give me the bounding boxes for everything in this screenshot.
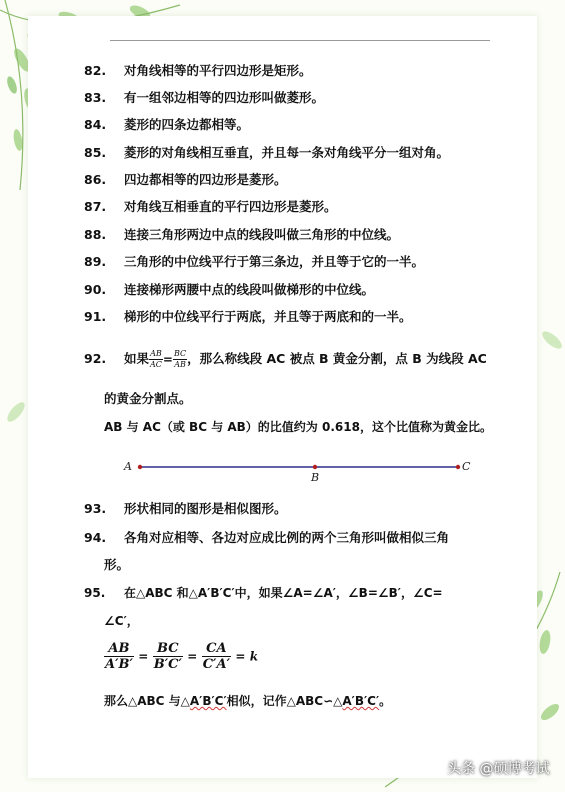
point-b	[313, 465, 317, 469]
list-item: 91. 梯形的中位线平行于两底，并且等于两底和的一半。	[84, 309, 412, 324]
label-b: B	[311, 471, 320, 484]
label-a: A	[124, 460, 132, 473]
list-item: 90. 连接梯形两腰中点的线段叫做梯形的中位线。	[84, 282, 375, 297]
list-item-continuation: 形。	[104, 557, 130, 572]
list-item: 82. 对角线相等的平行四边形是矩形。	[84, 63, 312, 78]
fraction-ab: $\frac{AB}{A'B'}$	[105, 641, 133, 672]
list-item: 89. 三角形的中位线平行于第三条边，并且等于它的一半。	[84, 254, 425, 269]
fraction-ca: $\frac{CA}{C'A'}$	[202, 641, 230, 672]
list-item: 94. 各角对应相等、各边对应成比例的两个三角形叫做相似三角	[84, 530, 450, 545]
list-item: 84. 菱形的四条边都相等。	[84, 117, 250, 132]
label-c: C	[462, 460, 471, 473]
list-item: 88. 连接三角形两边中点的线段叫做三角形的中位线。	[84, 227, 400, 242]
list-item-continuation: ∠C′，	[104, 614, 139, 628]
fraction-bc-ab: $\frac{BC}{AB}$	[173, 349, 187, 369]
list-item: 87. 对角线互相垂直的平行四边形是菱形。	[84, 199, 337, 214]
fraction-ab-ac: $\frac{AB}{AC}$	[150, 349, 162, 369]
list-item-golden-ratio: 92. 如果 $\frac{AB}{AC}$ = $\frac{BC}{AB}$ ，那么称线段 AC 被点 B 黄金分割，点 B 为线段 AC	[84, 349, 487, 369]
header-rule	[110, 40, 490, 41]
list-item: 83. 有一组邻边相等的四边形叫做菱形。	[84, 90, 325, 105]
golden-section-segment	[130, 455, 510, 485]
fraction-bc: $\frac{BC}{B'C'}$	[153, 641, 182, 672]
point-c	[456, 465, 460, 469]
leaf-decoration-side-right	[538, 320, 565, 360]
point-a	[138, 465, 142, 469]
list-item: 85. 菱形的对角线相互垂直，并且每一条对角线平分一组对角。	[84, 145, 450, 160]
similarity-conclusion: 那么△ABC 与△A′B′C′相似，记作△ABC∽△A′B′C′。	[104, 694, 392, 708]
ratio-equation: $\frac{AB}{A'B'}$ = $\frac{BC}{B'C'}$ = $\frac{CA}{C'A'}$ = k	[105, 641, 259, 672]
golden-ratio-line-2: 的黄金分割点。	[104, 391, 192, 406]
watermark: 头条 @硕博考试	[447, 761, 550, 777]
list-item: 93. 形状相同的图形是相似图形。	[84, 501, 287, 516]
list-item: 86. 四边都相等的四边形是菱形。	[84, 172, 287, 187]
golden-ratio-line-3: AB 与 AC（或 BC 与 AB）的比值约为 0.618，这个比值称为黄金比。	[104, 420, 492, 434]
list-item-similar-triangles: 95. 在△ABC 和△A′B′C′中，如果∠A=∠A′，∠B=∠B′，∠C=	[84, 586, 443, 600]
